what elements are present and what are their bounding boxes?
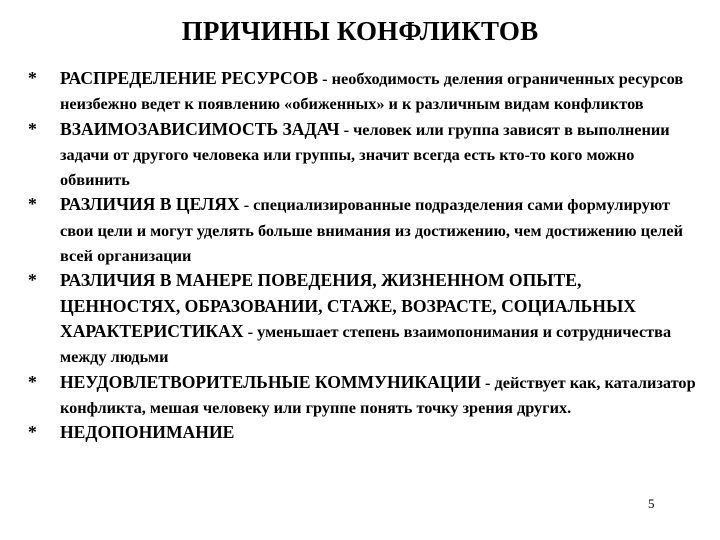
item-heading: РАЗЛИЧИЯ В ЦЕЛЯХ [60, 194, 240, 215]
page-number: 5 [648, 496, 655, 511]
item-description: - уменьшает степень взаимопонимания и сотрудничества между людьми [60, 321, 672, 367]
list-item-behavior-differences [28, 268, 696, 369]
slide-title: ПРИЧИНЫ КОНФЛИКТОВ [181, 16, 539, 46]
bullet-marker: * [28, 118, 37, 139]
item-description: - действует как, катализатор конфликта, мешая человеку или группе понять точку зрения других. [60, 372, 696, 417]
bullet-marker: * [28, 68, 37, 88]
item-heading: НЕДОПОНИМАНИЕ [60, 422, 235, 443]
list-item-task-interdependence [28, 117, 696, 193]
item-description: - необходимость деления ограниченных ресурсов неизбежно ведет к появлению «обиженных» и к различным видам конфликтов [60, 69, 684, 114]
item-description: - специализированные подразделения сами формулируют свои цели и могут уделять больше внимания из достижению, чем достижению целей всей организации [60, 195, 684, 266]
list-item-poor-communications [28, 370, 696, 421]
bullet-marker: * [28, 371, 37, 392]
item-description: - человек или группа зависят в выполнении задачи от другого человека или группы, значит всегда есть кто-то кого можно обвинить [60, 119, 670, 190]
causes-list [28, 66, 696, 445]
item-heading: ВЗАИМОЗАВИСИМОСТЬ ЗАДАЧ [60, 118, 340, 139]
bullet-marker: * [28, 422, 37, 443]
list-item-resource-distribution [28, 66, 696, 117]
item-heading: НЕУДОВЛЕТВОРИТЕЛЬНЫЕ КОММУНИКАЦИИ [60, 371, 481, 392]
list-item-goal-differences [28, 192, 696, 268]
list-item-misunderstanding [28, 420, 696, 445]
bullet-marker: * [28, 270, 37, 291]
item-heading: РАЗЛИЧИЯ В МАНЕРЕ ПОВЕДЕНИЯ, ЖИЗНЕННОМ ОПЫТЕ, ЦЕННОСТЯХ, ОБРАЗОВАНИИ, СТАЖЕ, ВОЗРАСТЕ, СОЦИАЛЬНЫХ ХАРАКТЕРИСТИКАХ [60, 270, 636, 341]
bullet-marker: * [28, 194, 37, 215]
item-heading: РАСПРЕДЕЛЕНИЕ РЕСУРСОВ [60, 68, 319, 88]
